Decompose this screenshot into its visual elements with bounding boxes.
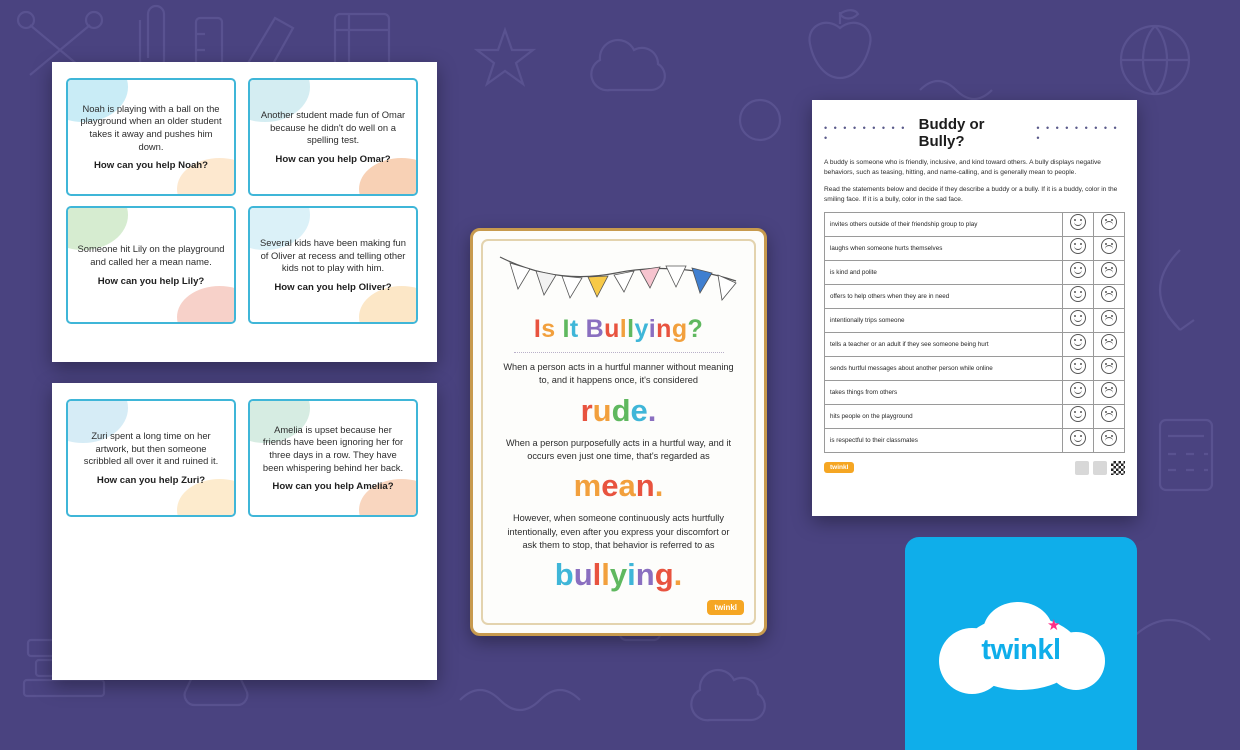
keyword-letter: n xyxy=(635,557,655,593)
poster-paragraph-3: However, when someone continuously acts hurtfully intentionally, even after you express your discomfort or ask them to stop, that behavior is referred to as xyxy=(507,513,730,551)
smiley-face-icon xyxy=(1070,358,1086,374)
table-row[interactable] xyxy=(825,308,1125,332)
happy-face-option[interactable] xyxy=(1063,404,1094,428)
scenario-card[interactable] xyxy=(248,399,418,517)
twinkl-brand-tile[interactable] xyxy=(905,537,1137,750)
keyword-letter: e xyxy=(630,392,648,428)
scenario-question: How can you help Lily? xyxy=(97,275,205,287)
twinkl-cloud-logo xyxy=(931,590,1111,698)
star-icon: ★ xyxy=(1047,616,1061,634)
poster-keyword-bullying xyxy=(555,557,683,593)
scenario-card[interactable] xyxy=(248,78,418,196)
scenario-card[interactable] xyxy=(66,399,236,517)
poster-title-letter: i xyxy=(648,315,657,343)
statement-text: is kind and polite xyxy=(825,260,1063,284)
dots-right-decoration: • • • • • • • • • • xyxy=(1036,123,1119,143)
sad-face-icon xyxy=(1101,262,1117,278)
happy-face-option[interactable] xyxy=(1063,332,1094,356)
sad-face-option[interactable] xyxy=(1094,356,1125,380)
keyword-letter: i xyxy=(627,557,636,593)
sad-face-option[interactable] xyxy=(1094,332,1125,356)
smiley-face-icon xyxy=(1070,238,1086,254)
sad-face-option[interactable] xyxy=(1094,284,1125,308)
sad-face-option[interactable] xyxy=(1094,308,1125,332)
keyword-letter: d xyxy=(611,392,631,428)
worksheet-title-row xyxy=(824,116,1125,150)
is-it-bullying-poster[interactable] xyxy=(470,228,767,636)
statement-text: invites others outside of their friendship group to play xyxy=(825,212,1063,236)
poster-title-letter: g xyxy=(671,315,688,343)
qr-code-icon xyxy=(1111,461,1125,475)
happy-face-option[interactable] xyxy=(1063,428,1094,452)
scenario-text: Amelia is upset because her friends have been ignoring her for three days in a row. They have been whispering behind her back. xyxy=(262,423,404,473)
smiley-face-icon xyxy=(1070,310,1086,326)
keyword-letter: u xyxy=(592,392,612,428)
keyword-letter: r xyxy=(580,392,593,428)
smiley-face-icon xyxy=(1070,382,1086,398)
statement-text: takes things from others xyxy=(825,380,1063,404)
worksheet-intro-paragraph-2: Read the statements below and decide if they describe a buddy or a bully. If it is a buddy, color in the smiling face. If it is a bully, color in the sad face. xyxy=(824,185,1118,203)
sad-face-icon xyxy=(1101,358,1117,374)
sad-face-icon xyxy=(1101,382,1117,398)
scenario-question: How can you help Oliver? xyxy=(274,281,392,293)
poster-keyword-mean xyxy=(574,468,664,504)
worksheet-intro-paragraph-1: A buddy is someone who is friendly, inclusive, and kind toward others. A bully displays negative behaviors, such as teasing, hitting, and name-calling, and is generally mean to people. xyxy=(824,159,1101,176)
scenario-question: How can you help Omar? xyxy=(275,153,391,165)
sad-face-option[interactable] xyxy=(1094,404,1125,428)
poster-paragraph-1: When a person acts in a hurtful manner without meaning to, and it happens once, it's considered xyxy=(503,362,734,386)
poster-title-letter: l xyxy=(627,315,635,343)
poster-title-letter: B xyxy=(585,315,605,343)
table-row[interactable] xyxy=(825,284,1125,308)
keyword-letter: m xyxy=(573,468,602,504)
badge-icon xyxy=(1093,461,1107,475)
sad-face-option[interactable] xyxy=(1094,236,1125,260)
keyword-letter: n xyxy=(635,468,655,504)
table-row[interactable] xyxy=(825,404,1125,428)
sad-face-option[interactable] xyxy=(1094,260,1125,284)
keyword-letter: l xyxy=(592,557,602,593)
keyword-letter: . xyxy=(654,468,664,504)
statements-table xyxy=(824,212,1125,453)
keyword-letter: . xyxy=(647,392,657,428)
keyword-letter: u xyxy=(573,557,593,593)
statement-text: offers to help others when they are in need xyxy=(825,284,1063,308)
sad-face-icon xyxy=(1101,406,1117,422)
poster-title-letter: I xyxy=(533,315,542,343)
poster-title xyxy=(534,315,703,344)
statement-text: intentionally trips someone xyxy=(825,308,1063,332)
worksheet-footer xyxy=(824,461,1125,475)
sad-face-icon xyxy=(1101,238,1117,254)
poster-divider xyxy=(514,352,724,353)
poster-paragraph-2: When a person purposefully acts in a hurtful way, and it occurs even just one time, that's regarded as xyxy=(505,437,732,462)
footer-icons xyxy=(1075,461,1125,475)
statement-text: sends hurtful messages about another person while online xyxy=(825,356,1063,380)
worksheet-title: Buddy or Bully? xyxy=(918,116,985,150)
bunting-decoration xyxy=(496,251,741,313)
poster-title-letter: I xyxy=(562,315,570,343)
sad-face-option[interactable] xyxy=(1094,380,1125,404)
card-grid-1 xyxy=(52,62,437,340)
scenario-question: How can you help Zuri? xyxy=(96,474,206,486)
table-row[interactable] xyxy=(825,428,1125,452)
scenario-text: Someone hit Lily on the playground and called her a mean name. xyxy=(77,243,225,267)
keyword-letter: l xyxy=(601,557,610,593)
table-row[interactable] xyxy=(825,380,1125,404)
scenario-cards-sheet-1[interactable] xyxy=(52,62,437,362)
card-blob-bottom-right xyxy=(177,286,236,324)
poster-keyword-rude xyxy=(581,393,657,429)
poster-inner-frame xyxy=(481,239,756,625)
statement-text: hits people on the playground xyxy=(825,404,1063,428)
smiley-face-icon xyxy=(1070,430,1086,446)
happy-face-option[interactable] xyxy=(1063,212,1094,236)
happy-face-option[interactable] xyxy=(1063,380,1094,404)
keyword-letter: e xyxy=(601,468,619,504)
scenario-text: Another student made fun of Omar because he didn't do well on a spelling test. xyxy=(260,109,406,146)
scenario-text: Zuri spent a long time on her artwork, but then someone scribbled all over it and ruined it. xyxy=(83,430,219,467)
table-row[interactable] xyxy=(825,356,1125,380)
scenario-cards-sheet-2[interactable] xyxy=(52,383,437,680)
poster-title-letter: ? xyxy=(687,315,704,343)
card-grid-2 xyxy=(52,383,437,533)
twinkl-wordmark: twinkl xyxy=(981,633,1061,666)
scenario-card[interactable] xyxy=(248,206,418,324)
buddy-or-bully-worksheet[interactable] xyxy=(812,100,1137,516)
statement-text: laughs when someone hurts themselves xyxy=(825,236,1063,260)
dots-left-decoration: • • • • • • • • • • xyxy=(824,123,907,143)
twinkl-logo-poster: twinkl xyxy=(707,600,744,615)
sad-face-option[interactable] xyxy=(1094,212,1125,236)
sad-face-icon xyxy=(1101,286,1117,302)
statement-text: is respectful to their classmates xyxy=(825,428,1063,452)
twinkl-logo-worksheet: twinkl xyxy=(824,462,854,473)
smiley-face-icon xyxy=(1070,286,1086,302)
sad-face-icon xyxy=(1101,334,1117,350)
smiley-face-icon xyxy=(1070,406,1086,422)
poster-title-letter: u xyxy=(604,315,620,343)
smiley-face-icon xyxy=(1070,334,1086,350)
scenario-text: Several kids have been making fun of Oliver at recess and telling other kids not to play with him. xyxy=(260,237,406,274)
keyword-letter: . xyxy=(673,557,683,593)
table-row[interactable] xyxy=(825,260,1125,284)
smiley-face-icon xyxy=(1070,214,1086,230)
smiley-face-icon xyxy=(1070,262,1086,278)
keyword-letter: y xyxy=(609,557,628,593)
poster-title-letter: s xyxy=(541,315,556,343)
poster-title-letter: t xyxy=(569,315,579,343)
sad-face-option[interactable] xyxy=(1094,428,1125,452)
happy-face-option[interactable] xyxy=(1063,236,1094,260)
scenario-card[interactable] xyxy=(66,78,236,196)
keyword-letter: b xyxy=(554,557,574,593)
table-row[interactable] xyxy=(825,332,1125,356)
copyright-icon xyxy=(1075,461,1089,475)
scenario-card[interactable] xyxy=(66,206,236,324)
sad-face-icon xyxy=(1101,430,1117,446)
scenario-text: Noah is playing with a ball on the playground when an older student takes it away and pushes him down. xyxy=(80,102,222,152)
table-row[interactable] xyxy=(825,212,1125,236)
sad-face-icon xyxy=(1101,214,1117,230)
poster-title-letter: y xyxy=(634,315,649,343)
table-row[interactable] xyxy=(825,236,1125,260)
poster-title-letter: n xyxy=(656,315,672,343)
sad-face-icon xyxy=(1101,310,1117,326)
happy-face-option[interactable] xyxy=(1063,356,1094,380)
statement-text: tells a teacher or an adult if they see someone being hurt xyxy=(825,332,1063,356)
scenario-question: How can you help Noah? xyxy=(93,160,209,172)
scenario-question: How can you help Amelia? xyxy=(272,481,394,493)
keyword-letter: g xyxy=(654,557,674,593)
poster-title-letter: l xyxy=(619,315,628,343)
happy-face-option[interactable] xyxy=(1063,284,1094,308)
happy-face-option[interactable] xyxy=(1063,260,1094,284)
keyword-letter: a xyxy=(618,468,636,504)
happy-face-option[interactable] xyxy=(1063,308,1094,332)
